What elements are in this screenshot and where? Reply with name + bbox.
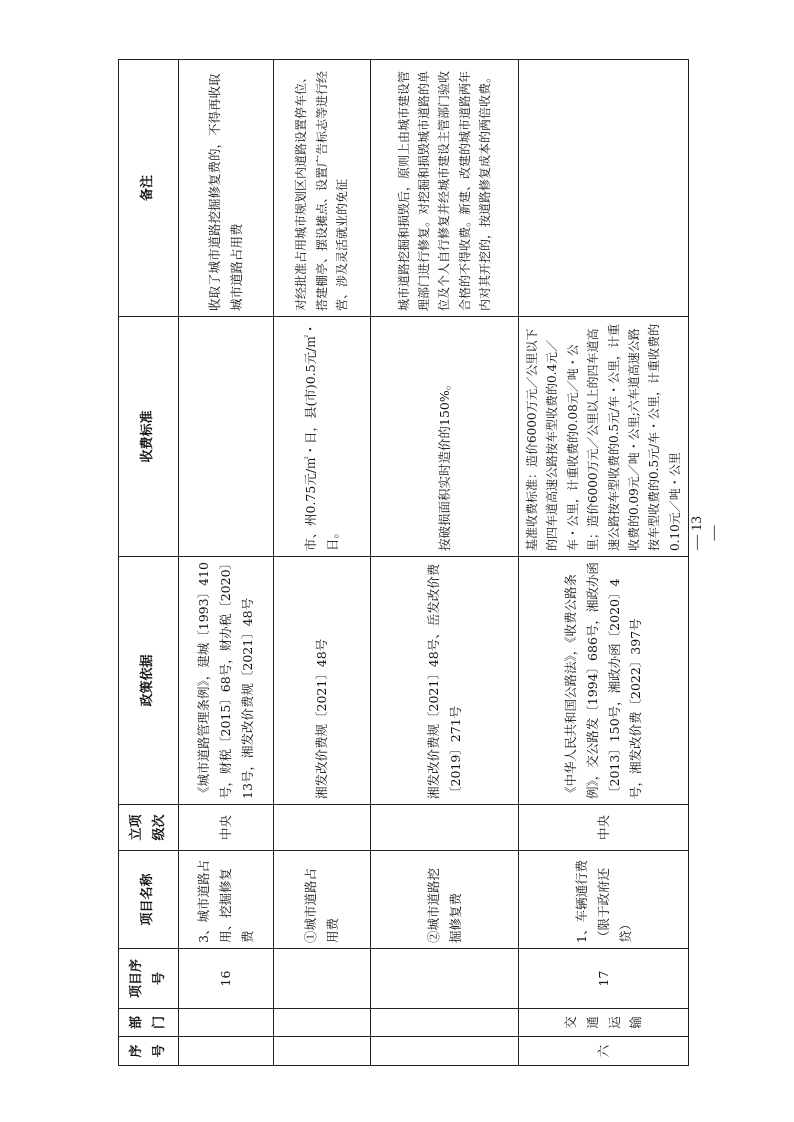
cell-level <box>371 805 519 851</box>
header-standard: 收费标准 <box>119 317 179 557</box>
cell-item-name: 3、城市道路占用、挖掘修复费 <box>179 851 274 949</box>
cell-dept <box>274 1009 371 1037</box>
cell-dept <box>371 1009 519 1037</box>
table-row <box>519 60 689 1066</box>
cell-policy: 《中华人民共和国公路法》，《收费公路条例》，交公路发〔1994〕686号，湘政办函〔2013〕150号，湘政办函〔2020〕4号，湘发改价费〔2022〕397号 <box>519 557 689 805</box>
rotated-table-frame <box>118 60 682 1066</box>
page-number: — 13 — <box>689 516 722 550</box>
cell-dept: 交通运输 <box>519 1009 689 1037</box>
cell-item-name: ①城市道路占用费 <box>274 851 371 949</box>
cell-policy: 湘发改价费规〔2021〕48号 <box>274 557 371 805</box>
cell-item-name: ②城市道路挖掘修复费 <box>371 851 519 949</box>
cell-standard: 市、州0.75元/㎡・日，县(市)0.5元/㎡・日。 <box>274 317 371 557</box>
table-row <box>371 60 519 1066</box>
header-seq: 序号 <box>119 1037 179 1066</box>
cell-seq: 六 <box>519 1037 689 1066</box>
cell-remark <box>519 60 689 317</box>
header-remark: 备注 <box>119 60 179 317</box>
header-level: 立项级次 <box>119 805 179 851</box>
header-policy: 政策依据 <box>119 557 179 805</box>
cell-seq <box>274 1037 371 1066</box>
cell-dept <box>179 1009 274 1037</box>
cell-item-no: 16 <box>179 949 274 1009</box>
cell-item-no <box>371 949 519 1009</box>
header-item-name: 项目名称 <box>119 851 179 949</box>
header-item-no: 项目序号 <box>119 949 179 1009</box>
cell-item-no: 17 <box>519 949 689 1009</box>
cell-policy: 《城市道路管理条例》，建城〔1993〕410号，财税〔2015〕68号，财办税〔2020〕13号，湘发改价费规〔2021〕48号 <box>179 557 274 805</box>
cell-standard <box>179 317 274 557</box>
table-row <box>274 60 371 1066</box>
fee-table <box>118 59 689 1066</box>
cell-standard: 按破损面积实时造价的150%。 <box>371 317 519 557</box>
cell-seq <box>371 1037 519 1066</box>
cell-policy: 湘发改价费规〔2021〕48号、岳发改价费〔2019〕271号 <box>371 557 519 805</box>
cell-remark: 收取了城市道路挖掘修复费的，不得再收取城市道路占用费 <box>179 60 274 317</box>
header-dept: 部门 <box>119 1009 179 1037</box>
table-row <box>179 60 274 1066</box>
cell-item-no <box>274 949 371 1009</box>
cell-level: 中央 <box>179 805 274 851</box>
cell-standard: 基准收费标准：造价6000万元／公里以下的四车道高速公路按车型收费的0.4元／车・公里，计重收费的0.08元／吨・公里；造价6000万元／公里以上的四车道高速公路按车型收费的0.5元/车・公里，计重收费的0.09元／吨・公里;六车道高速公路按车型收费的0.5元/车・公里，计重收费的0.10元／吨・公里 <box>519 317 689 557</box>
rotated-table-wrapper <box>118 60 682 1066</box>
cell-remark: 城市道路挖掘和损毁后，原则上由城市建设管理部门进行修复。对挖掘和损毁城市道路的单位及个人自行修复并经城市建设主管部门验收合格的不得收费。新建、改建的城市道路两年内对其开挖的，按道路修复成本的两倍收费。 <box>371 60 519 317</box>
cell-item-name: 1、车辆通行费（限于政府还贷） <box>519 851 689 949</box>
header-row <box>119 60 179 1066</box>
cell-seq <box>179 1037 274 1066</box>
cell-remark: 对经批准占用城市规划区内道路设置停车位、搭建棚亭、摆设摊点、设置广告标志等进行经营、涉及灵活就业的免征 <box>274 60 371 317</box>
cell-level <box>274 805 371 851</box>
cell-level: 中央 <box>519 805 689 851</box>
